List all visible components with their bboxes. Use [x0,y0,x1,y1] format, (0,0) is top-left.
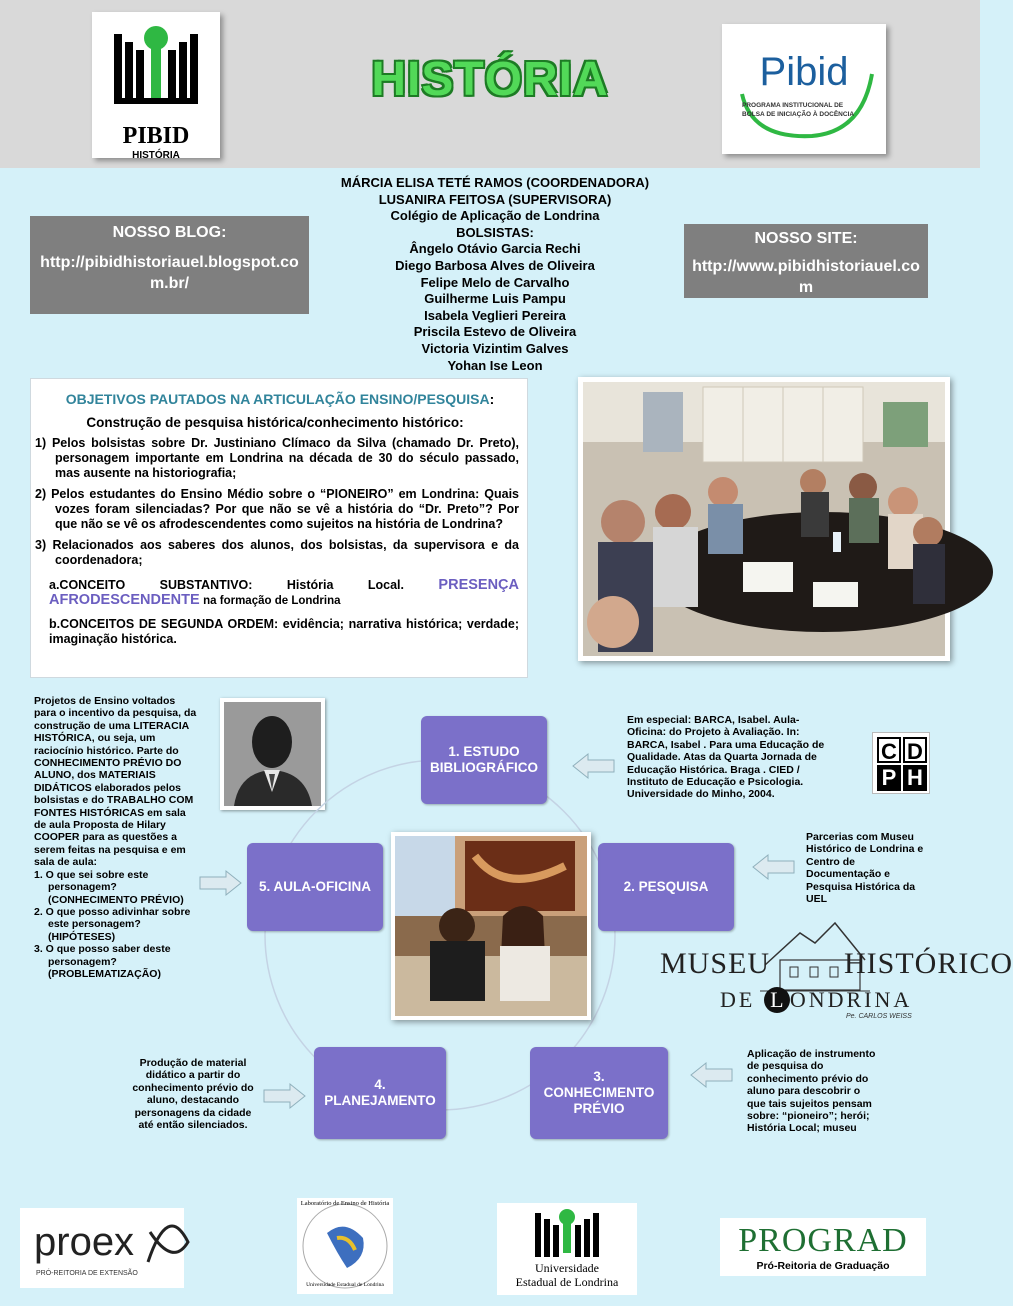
cdph-grid [877,737,925,791]
site-heading: NOSSO SITE: [754,230,858,247]
objective-item: 1) Pelos bolsistas sobre Dr. Justiniano Clímaco da Silva (chamado Dr. Preto), personagem importante em Londrina na década de 30 do século passado, mas ausente na historiografia; [35,436,519,480]
uel-emblem-icon [497,1203,637,1261]
museu-bottom-letter: L [764,987,790,1013]
pibid-logo-name: PIBID [122,123,190,149]
supervisor: LUSANIRA FEITOSA (SUPERVISORA) [378,191,612,207]
arrow-icon [200,870,242,896]
proex-logo [20,1208,184,1288]
node-planejamento[interactable]: 4. PLANEJAMENTO [314,1047,446,1139]
lab-emblem-icon [297,1198,393,1294]
uel-line2: Estadual de Londrina [515,1275,619,1289]
sub-a-prefix: a.CONCEITO SUBSTANTIVO: História Local. [49,578,404,592]
node-aula-oficina[interactable]: 5. AULA-OFICINA [247,843,383,931]
objectives-title-suffix: : [489,391,495,407]
sub-a-highlight: PRESENÇA AFRODESCENDENTE [49,577,519,608]
node-estudo-bibliografico[interactable]: 1. ESTUDO BIBLIOGRÁFICO [421,716,547,804]
arrow-icon [690,1062,732,1088]
bolsista: Diego Barbosa Alves de Oliveira [395,257,595,273]
pibid-program-logo [722,24,886,154]
bolsista: Yohan Ise Leon [447,357,543,373]
lab-top-text: Laboratório de Ensino de História [300,1200,390,1207]
prograd-name: PROGRAD [738,1222,908,1259]
pibid-logo-sub: HISTÓRIA [132,150,180,161]
coordinator: MÁRCIA ELISA TETÉ RAMOS (COORDENADORA) [340,175,650,190]
sub-a-suffix: na formação de Londrina [203,595,341,607]
museu-right-word: HISTÓRICO [844,947,1013,980]
objective-sub-a [31,578,519,609]
prograd-logo [720,1218,926,1276]
blog-link[interactable]: http://pibidhistoriauel.blogspot.com.br/ [40,254,299,292]
objective-sub-b: b.CONCEITOS DE SEGUNDA ORDEM: evidência; narrativa histórica; verdade; imaginação histórica. [49,617,519,646]
people-list [310,175,680,374]
students-photo [391,832,591,1020]
lab-ensino-logo [297,1198,393,1294]
pibid-program-sub1: PROGRAMA INSTITUCIONAL DE [742,102,844,109]
uel-line1: Universidade [535,1261,599,1275]
objectives-title [31,391,519,407]
pibid-program-name: Pibid [759,50,849,94]
museu-left-word: MUSEU [660,947,771,980]
cdph-letter: D [903,737,927,763]
bolsista: Ângelo Otávio Garcia Rechi [409,241,581,257]
school: Colégio de Aplicação de Londrina [390,208,600,224]
page-title: HISTÓRIA [371,53,609,106]
arrow-icon [572,753,614,779]
classroom-photo-image [583,382,945,656]
objectives-panel [30,378,528,678]
site-box [684,224,928,298]
cdph-logo [872,732,930,794]
bolsista: Priscila Estevo de Oliveira [413,324,577,340]
question-item: 2. O que posso adivinhar sobre este personagem? (HIPÓTESES) [34,905,191,943]
objectives-subtitle: Construção de pesquisa histórica/conhecimento histórico: [86,415,464,430]
museu-historico-logo [660,915,1013,1027]
museu-caption: Pe. CARLOS WEISS [846,1013,912,1020]
note-conhecimento: Aplicação de instrumento de pesquisa do conhecimento prévio do aluno para descobrir o que tais sujeitos pensam sobre: “pioneiro”; herói; História Local; museu [747,1048,876,1135]
bolsista: Felipe Melo de Carvalho [420,274,570,290]
question-item: 3. O que posso saber deste personagem? (PROBLEMATIZAÇÃO) [34,943,171,980]
objective-item: 3) Relacionados aos saberes dos alunos, dos bolsistas, da supervisora e da coordenadora; [35,538,519,567]
uel-logo [497,1203,637,1295]
blog-heading: NOSSO BLOG: [112,224,227,241]
proex-swirl-icon [138,1212,198,1272]
museu-bottom-line [720,987,912,1013]
prograd-sub: Pró-Reitoria de Graduação [756,1260,890,1272]
cdph-letter: C [877,737,901,763]
classroom-photo [578,377,950,661]
proex-sub: PRÓ-REITORIA DE EXTENSÃO [36,1270,138,1277]
note-pesquisa: Parcerias com Museu Histórico de Londrina e Centro de Documentação e Pesquisa Histórica da UEL [806,831,924,906]
pibid-historia-logo [92,12,220,161]
bolsistas-heading: BOLSISTAS: [456,224,534,240]
students-photo-image [395,836,587,1016]
site-link[interactable]: http://www.pibidhistoriauel.com [692,258,920,296]
objectives-title-text: OBJETIVOS PAUTADOS NA ARTICULAÇÃO ENSINO/PESQUISA [65,391,490,407]
objective-item: 2) Pelos estudantes do Ensino Médio sobre o “PIONEIRO” em Londrina: Quais vozes foram silenciadas? Por que não se vê a história do “Dr. Preto”? Por que não se vê os afrodescendentes como sujeitos na história de Londrina? [35,487,519,531]
teaching-projects-intro: Projetos de Ensino voltados para o incentivo da pesquisa, da construção de uma LITERACIA HISTÓRICA, ou seja, um raciocínio histórico. Parte do CONHECIMENTO PRÉVIO DO ALUNO, dos MATERIAIS DIDÁTICOS elaborados pelos bolsistas e do TRABALHO COM FONTES HISTÓRICAS em sala de aula Proposta de Hilary COOPER para as questões a serem feitas na pesquisa e em sala de aula: [34,695,197,869]
blog-box [30,216,309,314]
note-planejamento: Produção de material didático a partir do conhecimento prévio do aluno, destacando personagens da cidade até então silenciados. [132,1057,254,1132]
bolsista: Victoria Vizintim Galves [421,340,569,356]
bolsista: Isabela Veglieri Pereira [424,307,566,323]
proex-name: proex [34,1220,135,1264]
lab-bottom-text: Universidade Estadual de Londrina [306,1282,384,1288]
note-estudo: Em especial: BARCA, Isabel. Aula-Oficina: do Projeto à Avaliação. In: BARCA, Isabel . Para uma Educação de Qualidade. Atas da Quarta Jornada de Educação Histórica. Braga . CIED / Instituto de Educação e Psicologia. Universidade do Minho, 2004. [627,714,825,801]
question-item: 1. O que sei sobre este personagem? (CONHECIMENTO PRÉVIO) [34,868,184,906]
pibid-program-sub2: BOLSA DE INICIAÇÃO À DOCÊNCIA [742,111,855,118]
teaching-projects-text [34,695,198,980]
node-conhecimento-previo[interactable]: 3. CONHECIMENTO PRÉVIO [530,1047,668,1139]
arrow-icon [264,1083,306,1109]
cdph-letter: H [903,765,927,791]
cdph-letter: P [877,765,901,791]
museu-bottom-prefix: DE [720,987,756,1012]
pibid-emblem-icon [92,12,220,124]
museu-bottom-suffix: ONDRINA [789,987,913,1012]
node-pesquisa[interactable]: 2. PESQUISA [598,843,734,931]
bolsista: Guilherme Luis Pampu [424,291,566,307]
arrow-icon [752,854,794,880]
